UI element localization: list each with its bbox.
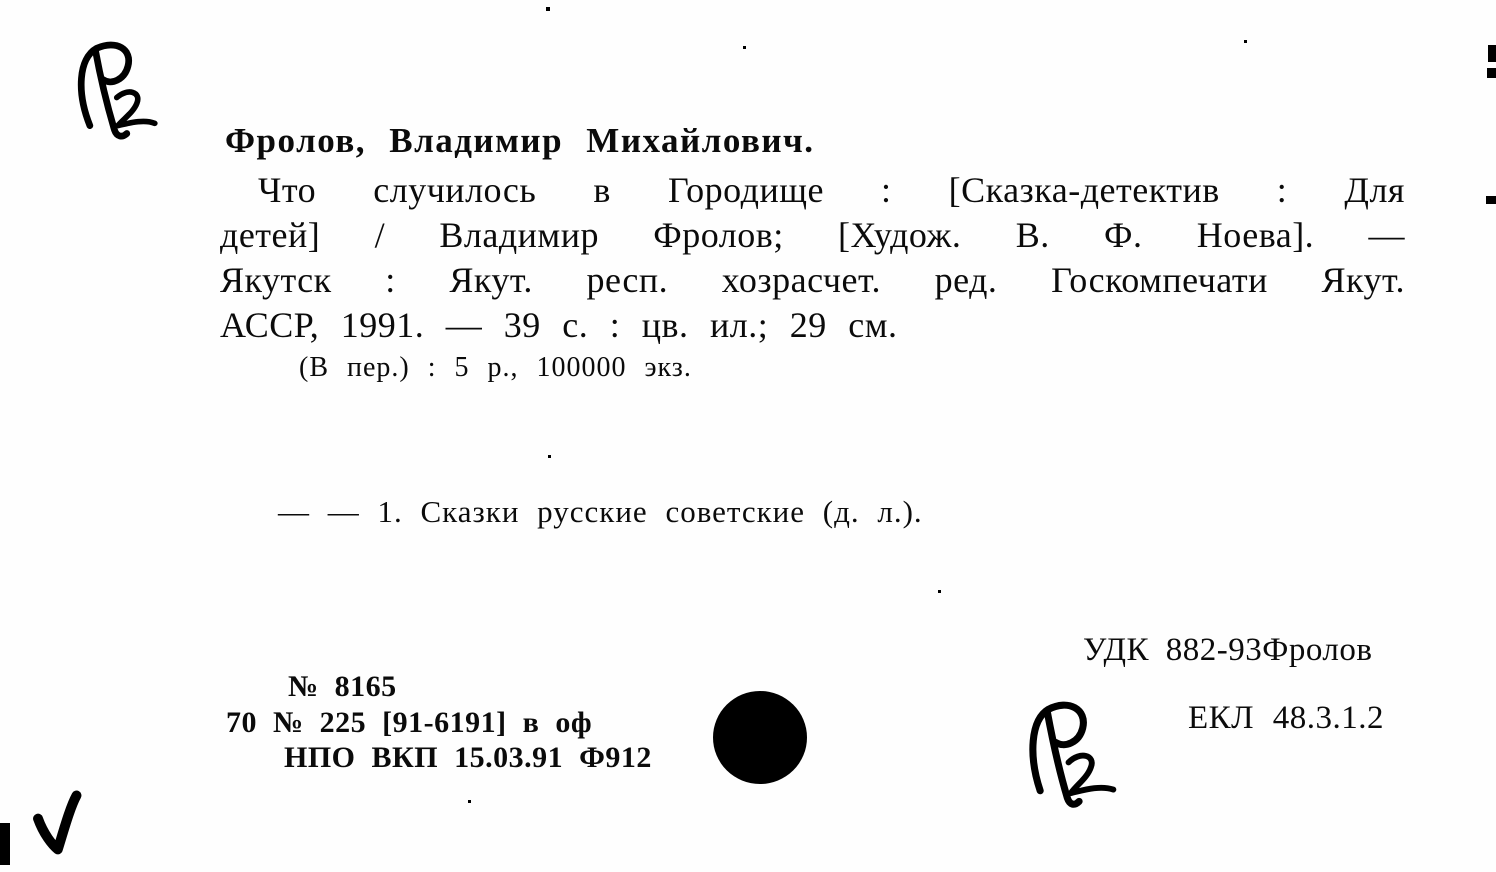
scan-speck: [468, 800, 471, 803]
bib-line-4: АССР, 1991. — 39 с. : цв. ил.; 29 см.: [220, 305, 898, 345]
bib-line-2: детей] / Владимир Фролов; [Худож. В. Ф. Ноева]. —: [220, 215, 1405, 255]
bib-line-1: Что случилось в Городище : [Сказка-детектив : Для: [258, 170, 1405, 210]
hole-punch-mark: [713, 691, 807, 784]
processing-stamp-line: НПО ВКП 15.03.91 Ф912: [284, 741, 652, 774]
bibliographic-description: [220, 168, 1405, 348]
scan-edge-mark: [0, 823, 10, 865]
udc-number: УДК 882-93Фролов: [1083, 632, 1373, 668]
bib-line-3: Якутск : Якут. респ. хозрасчет. ред. Госкомпечати Якут.: [220, 260, 1405, 300]
handwritten-checkmark: [24, 790, 96, 856]
scan-speck: [743, 46, 746, 49]
accession-number: № 8165: [288, 670, 397, 703]
scan-edge-mark: [1486, 196, 1496, 204]
scan-edge-mark: [1488, 45, 1496, 62]
scan-speck: [1244, 40, 1247, 43]
subject-entry-line: — — 1. Сказки русские советские (д. л.).: [278, 494, 923, 529]
handwritten-p2-mark-top: [52, 36, 177, 148]
scan-edge-mark: [1487, 68, 1496, 78]
handwritten-p2-mark-bottom: [1006, 694, 1131, 812]
scan-speck: [938, 590, 941, 593]
scan-speck: [546, 7, 550, 11]
ekl-number: ЕКЛ 48.3.1.2: [1188, 700, 1385, 736]
binding-price-line: (В пер.) : 5 р., 100000 экз.: [299, 352, 692, 383]
author-heading: Фролов, Владимир Михайлович.: [225, 121, 815, 160]
scan-speck: [548, 455, 551, 458]
print-order-line: 70 № 225 [91-6191] в оф: [226, 706, 593, 739]
